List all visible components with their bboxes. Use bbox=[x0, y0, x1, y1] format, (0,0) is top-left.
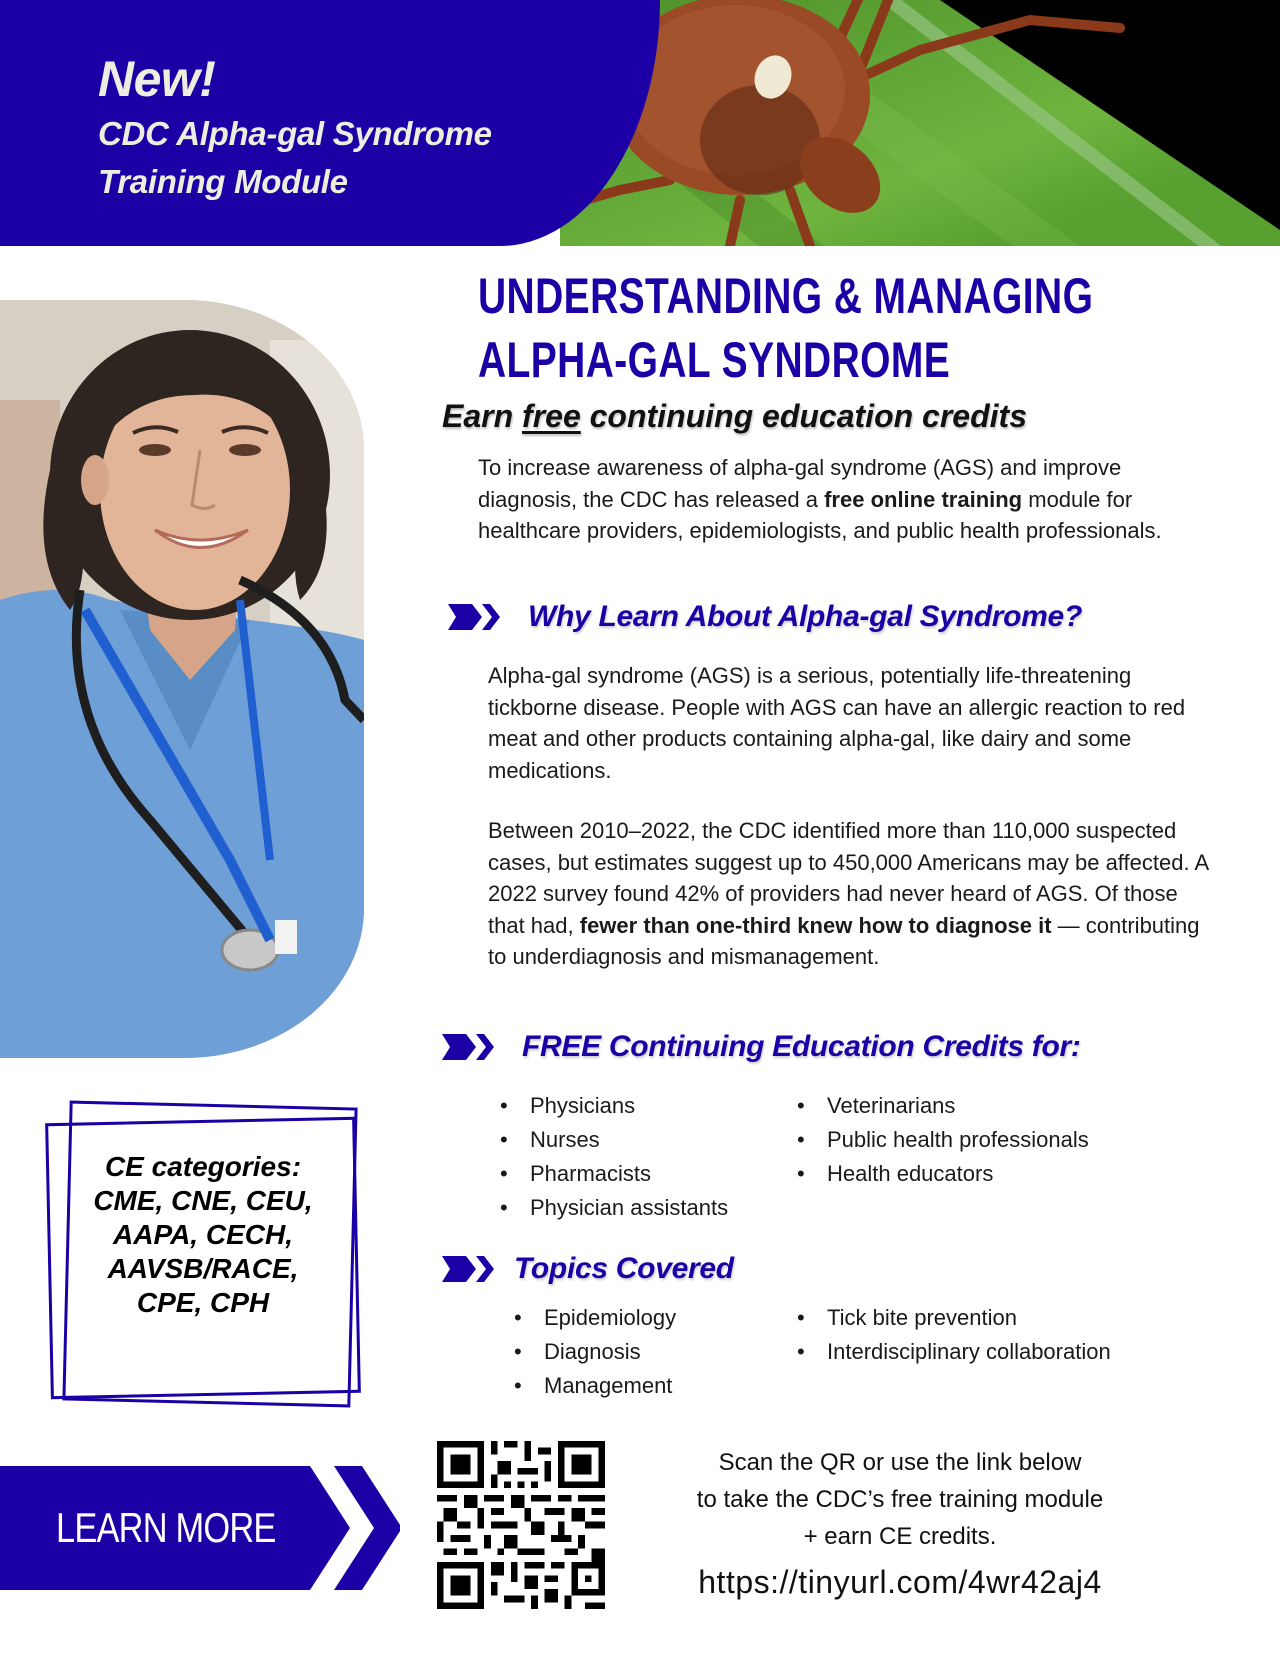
training-link[interactable]: https://tinyurl.com/4wr42aj4 bbox=[698, 1564, 1102, 1600]
double-chevron-icon bbox=[442, 1256, 494, 1282]
why-text: — contributing to underdiagnosis and mismanagement. bbox=[488, 912, 1200, 969]
why-heading-text: Why Learn About Alpha-gal Syndrome? bbox=[528, 600, 1082, 633]
nurse-photo bbox=[0, 300, 364, 1058]
header-title-line2: Training Module bbox=[98, 163, 348, 200]
tick-illustration bbox=[560, 0, 1280, 246]
credits-section-heading bbox=[442, 1030, 1081, 1064]
intro-paragraph bbox=[478, 452, 1218, 547]
list-item: • Public health professionals bbox=[797, 1123, 1089, 1157]
why-text: Between 2010–2022, the CDC identified more than 110,000 suspected cases, but estimates suggest up to 450,000 Americans may be affected. A 2022 survey found 42% of providers had never heard of AGS. Of those that had, bbox=[488, 818, 1208, 938]
why-paragraph-1: Alpha-gal syndrome (AGS) is a serious, potentially life-threatening tickborne disease. People with AGS can have an allergic reaction to red meat and other products containing alpha-gal, like dairy and some medications. bbox=[488, 663, 1186, 783]
topics-section-heading bbox=[442, 1252, 734, 1286]
list-item: • Pharmacists bbox=[500, 1157, 728, 1191]
credits-heading-text: FREE Continuing Education Credits for: bbox=[522, 1030, 1081, 1063]
list-item: • Health educators bbox=[797, 1157, 1089, 1191]
header-title-line1: CDC Alpha-gal Syndrome bbox=[98, 115, 492, 152]
header-text bbox=[98, 48, 492, 206]
cta-instructions bbox=[640, 1444, 1160, 1555]
subtitle bbox=[442, 398, 1027, 435]
cta-line: to take the CDC’s free training module bbox=[696, 1486, 1104, 1513]
nurse-illustration bbox=[0, 300, 364, 1058]
list-item: • Diagnosis bbox=[514, 1335, 676, 1369]
why-bold: fewer than one-third knew how to diagnose it bbox=[579, 912, 1052, 938]
page-title bbox=[478, 264, 1093, 392]
topics-list-col1 bbox=[514, 1301, 676, 1403]
subtitle-text: continuing education credits bbox=[580, 398, 1027, 434]
ce-categories-line: AAVSB/RACE, bbox=[107, 1253, 299, 1284]
why-paragraph-2 bbox=[488, 815, 1208, 973]
ce-categories-text bbox=[44, 1150, 362, 1320]
intro-text: To increase awareness of alpha-gal syndrome (AGS) and improve diagnosis, the CDC has released a bbox=[478, 455, 1122, 512]
credits-list-col1 bbox=[500, 1089, 728, 1225]
list-item: • Management bbox=[514, 1369, 676, 1403]
list-item: • Physician assistants bbox=[500, 1191, 728, 1225]
ce-categories-line: CPE, CPH bbox=[136, 1287, 270, 1318]
qr-code[interactable] bbox=[437, 1441, 605, 1609]
tick-photo bbox=[560, 0, 1280, 246]
list-item: • Tick bite prevention bbox=[797, 1301, 1111, 1335]
subtitle-text: Earn bbox=[442, 398, 523, 434]
learn-more-label: LEARN MORE bbox=[56, 1504, 276, 1551]
page-title-line2: ALPHA-GAL SYNDROME bbox=[478, 332, 951, 388]
ce-categories-box bbox=[44, 1098, 362, 1416]
header-banner bbox=[0, 0, 1280, 246]
new-badge: New! bbox=[98, 51, 216, 107]
intro-text: module for healthcare providers, epidemiologists, and public health professionals. bbox=[478, 486, 1162, 543]
learn-more-button[interactable] bbox=[0, 1466, 400, 1590]
list-item: • Nurses bbox=[500, 1123, 728, 1157]
double-chevron-icon bbox=[442, 1034, 494, 1060]
page-title-line1: UNDERSTANDING & MANAGING bbox=[478, 268, 1094, 324]
intro-bold: free online training bbox=[824, 486, 1023, 512]
topics-list-col2 bbox=[797, 1301, 1111, 1369]
double-chevron-icon bbox=[448, 604, 500, 630]
subtitle-emphasis: free bbox=[522, 398, 581, 434]
cta-line: + earn CE credits. bbox=[803, 1523, 997, 1550]
list-item: • Epidemiology bbox=[514, 1301, 676, 1335]
ce-categories-line: CME, CNE, CEU, bbox=[93, 1185, 313, 1216]
list-item: • Interdisciplinary collaboration bbox=[797, 1335, 1111, 1369]
list-item: • Veterinarians bbox=[797, 1089, 1089, 1123]
why-section-heading bbox=[448, 600, 1082, 634]
ce-categories-label: CE categories: bbox=[104, 1151, 302, 1182]
cta-line: Scan the QR or use the link below bbox=[718, 1449, 1082, 1476]
ce-categories-line: AAPA, CECH, bbox=[113, 1219, 293, 1250]
topics-heading-text: Topics Covered bbox=[514, 1252, 734, 1285]
credits-list-col2 bbox=[797, 1089, 1089, 1191]
list-item: • Physicians bbox=[500, 1089, 728, 1123]
